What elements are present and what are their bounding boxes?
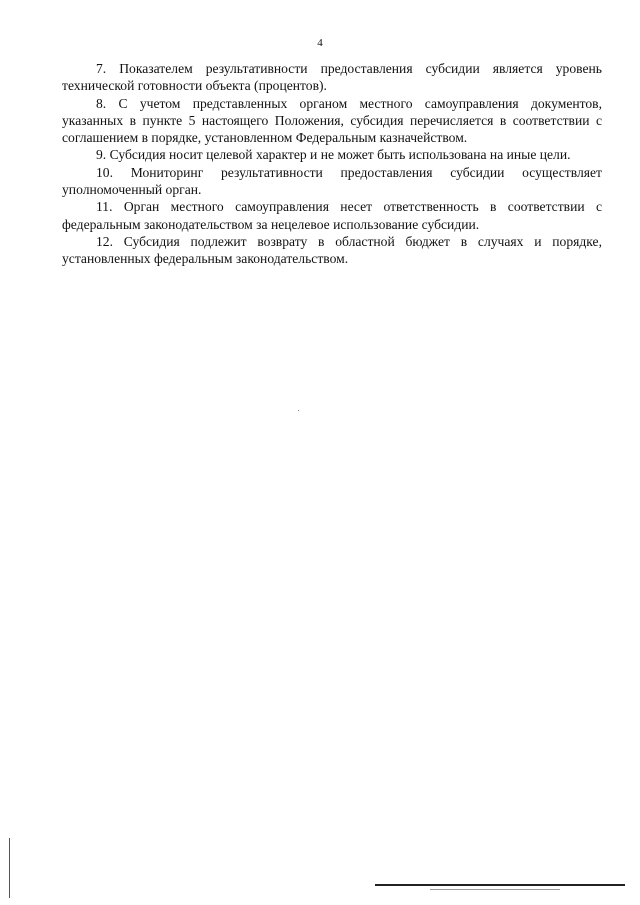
paragraph-12: 12. Субсидия подлежит возврату в областной бюджет в случаях и порядке, установленных федеральным законодательством.: [62, 233, 602, 267]
page-number: 4: [317, 37, 323, 49]
document-body: [62, 60, 602, 268]
bottom-rule-thin: [430, 889, 560, 890]
paragraph-10: 10. Мониторинг результативности предоставления субсидии осуществляет уполномоченный орган.: [62, 164, 602, 198]
left-margin-line: [9, 838, 10, 898]
bottom-rule: [375, 884, 625, 886]
paragraph-7: 7. Показателем результативности предоставления субсидии является уровень технической готовности объекта (процентов).: [62, 61, 602, 94]
paragraph-11: 11. Орган местного самоуправления несет ответственность в соответствии с федеральным законодательством за нецелевое использование субсидии.: [62, 199, 602, 232]
scan-dot-mark: [298, 410, 299, 411]
paragraph-9: 9. Субсидия носит целевой характер и не может быть использована на иные цели.: [96, 147, 571, 163]
paragraph-8: 8. С учетом представленных органом местного самоуправления документов, указанных в пункте 5 настоящего Положения, субсидия перечисляется в соответствии с соглашением в порядке, установленном Федеральным казначейством.: [62, 95, 602, 146]
